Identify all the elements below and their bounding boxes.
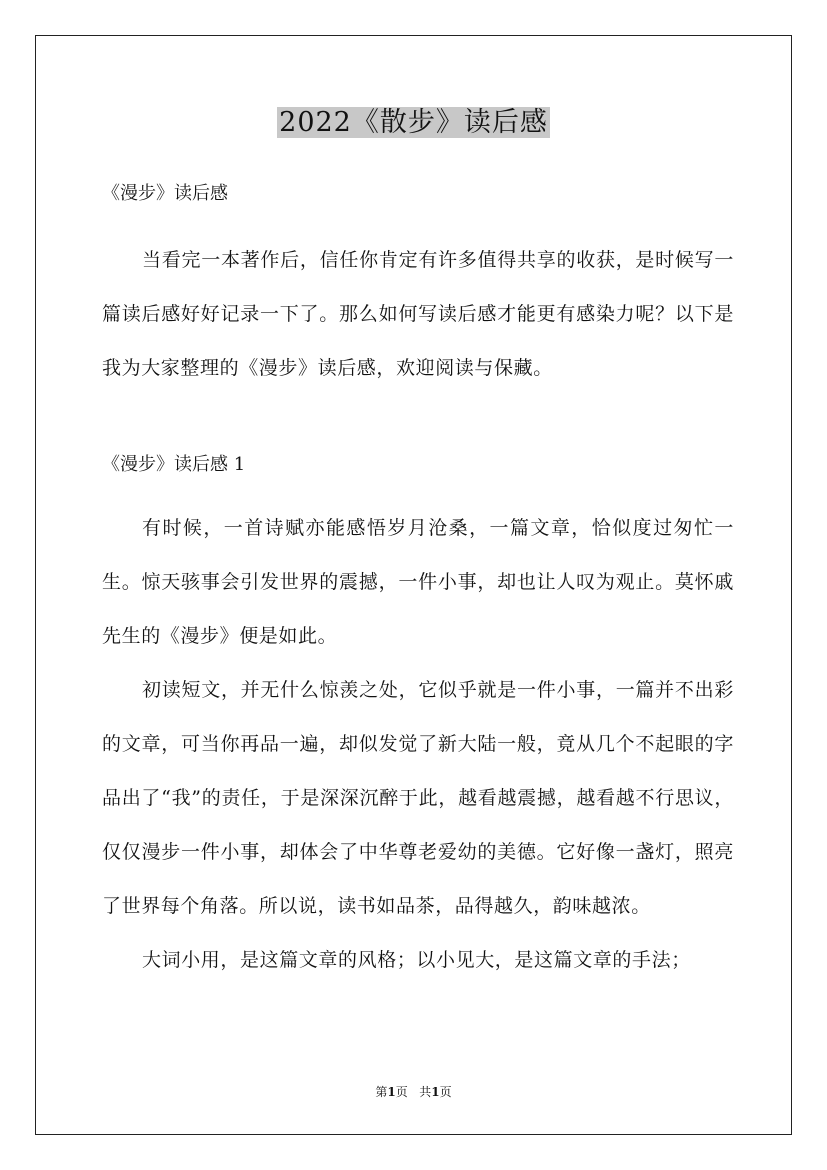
intro-paragraph: 当看完一本著作后，信任你肯定有许多值得共享的收获，是时候写一篇读后感好好记录一下了。那么如何写读后感才能更有感染力呢？以下是我为大家整理的《漫步》读后感，欢迎阅读与保藏。 <box>102 249 734 379</box>
footer-page-suffix: 页 <box>439 1085 452 1099</box>
document-title-text: 2022《散步》读后感 <box>279 107 548 138</box>
document-body <box>102 176 734 987</box>
body-paragraph: 有时候，一首诗赋亦能感悟岁月沧桑，一篇文章，恰似度过匆忙一生。惊天骇事会引发世界的震撼，一件小事，却也让人叹为观止。莫怀戚先生的《漫步》便是如此。 <box>102 517 734 647</box>
body-paragraph: 大词小用，是这篇文章的风格；以小见大，是这篇文章的手法； <box>142 949 691 971</box>
document-title <box>0 104 827 142</box>
intro-heading: 《漫步》读后感 <box>102 183 228 204</box>
body-paragraph: 初读短文，并无什么惊羡之处，它似乎就是一件小事，一篇并不出彩的文章，可当你再品一遍，却似发觉了新大陆一般，竟从几个不起眼的字品出了“我”的责任，于是深深沉醉于此，越看越震撼，越看越不行思议，仅仅漫步一件小事，却体会了中华尊老爱幼的美德。它好像一盏灯，照亮了世界每个角落。所以说，读书如品茶，品得越久，韵味越浓。 <box>102 679 734 917</box>
footer-page-mid: 页 共 <box>395 1085 432 1099</box>
section-heading: 《漫步》读后感 1 <box>102 454 246 475</box>
footer-page-total: 1 <box>431 1085 440 1099</box>
footer-page-current: 1 <box>387 1085 396 1099</box>
page-footer <box>0 1084 827 1100</box>
footer-page-prefix: 第 <box>375 1085 388 1099</box>
